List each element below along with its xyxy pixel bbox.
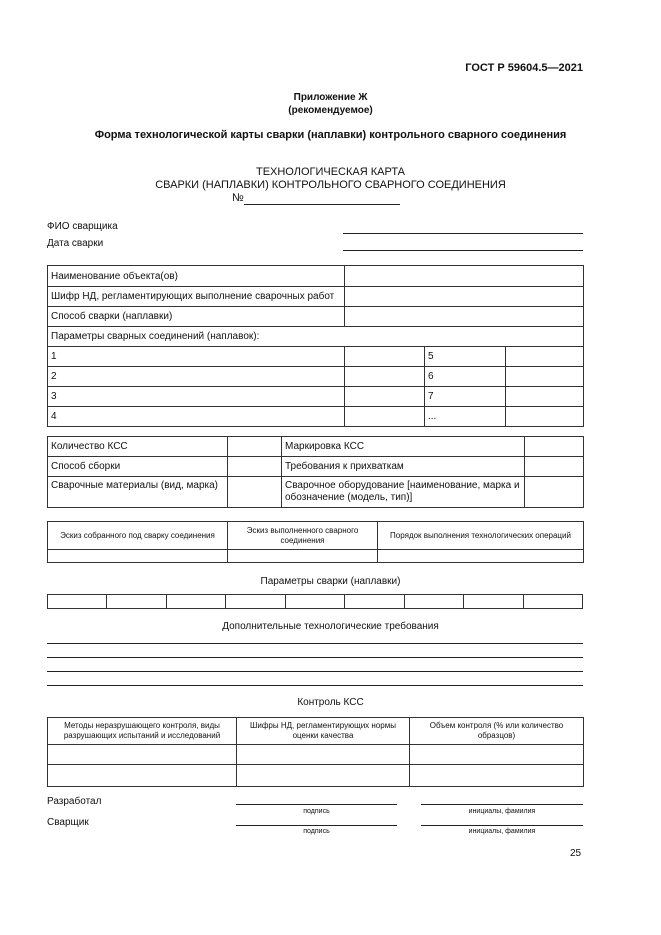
welding-param-cell [404, 595, 463, 609]
date-line [343, 250, 583, 251]
developed-signature-caption: подпись [303, 808, 330, 815]
welding-param-cell [48, 595, 107, 609]
object-name-value [345, 266, 584, 287]
sketch-table [47, 521, 584, 563]
sketch-assembled-header: Эскиз собранного под сварку соединения [48, 522, 228, 550]
welding-param-cell [226, 595, 285, 609]
date-label: Дата сварки [47, 238, 104, 249]
card-number-line [244, 204, 400, 205]
welder-label: Сварщик [47, 817, 89, 828]
welding-method-label: Способ сварки (наплавки) [48, 307, 345, 327]
appendix-subtitle: (рекомендуемое) [288, 105, 373, 116]
welding-params-table [47, 594, 583, 609]
param-row-2: 2 [48, 367, 345, 387]
object-name-label: Наименование объекта(ов) [48, 266, 345, 287]
params-header: Параметры сварных соединений (наплавок): [48, 327, 584, 347]
control-title: Контроль КСС [297, 697, 364, 708]
developed-name-caption: инициалы, фамилия [468, 808, 536, 815]
welding-param-cell [464, 595, 523, 609]
fio-line [343, 233, 583, 234]
developed-label: Разработал [47, 796, 102, 807]
welding-param-cell [107, 595, 166, 609]
page-number: 25 [570, 848, 582, 859]
welding-equipment-label: Сварочное оборудование [наименование, марка и обозначение (модель, тип)] [282, 477, 525, 508]
param-row-7: 7 [425, 387, 506, 407]
appendix-title: Приложение Ж [293, 92, 368, 103]
assembly-method-label: Способ сборки [48, 457, 228, 477]
card-number-label: № [232, 192, 244, 204]
standard-number: ГОСТ Р 59604.5—2021 [465, 62, 583, 74]
control-volume-header: Объем контроля (% или количество образцов) [410, 718, 584, 745]
kss-table [47, 436, 584, 508]
param-row-1: 1 [48, 347, 345, 367]
param-row-3: 3 [48, 387, 345, 407]
welding-method-value [345, 307, 584, 327]
object-table [47, 265, 584, 427]
fio-label: ФИО сварщика [47, 221, 118, 232]
developed-name-line [421, 804, 583, 805]
welder-name-line [421, 825, 583, 826]
card-title-line1: ТЕХНОЛОГИЧЕСКАЯ КАРТА [255, 166, 406, 178]
control-nd-header: Шифры НД, регламентирующих нормы оценки качества [237, 718, 410, 745]
welding-param-cell [285, 595, 344, 609]
form-title: Форма технологической карты сварки (наплавки) контрольного сварного соединения [94, 129, 567, 141]
developed-signature-line [236, 804, 397, 805]
additional-line [47, 685, 583, 686]
param-row-4: 4 [48, 407, 345, 427]
additional-requirements-title: Дополнительные технологические требования [222, 621, 439, 632]
additional-line [47, 643, 583, 644]
additional-line [47, 671, 583, 672]
kss-count-label: Количество КСС [48, 437, 228, 457]
welder-name-caption: инициалы, фамилия [468, 828, 536, 835]
param-row-more: ... [425, 407, 506, 427]
nd-code-label: Шифр НД, регламентирующих выполнение сварочных работ [48, 287, 345, 307]
kss-marking-label: Маркировка КСС [282, 437, 525, 457]
control-table [47, 717, 584, 787]
param-row-6: 6 [425, 367, 506, 387]
welding-param-cell [523, 595, 583, 609]
welding-param-cell [345, 595, 404, 609]
welder-signature-caption: подпись [303, 828, 330, 835]
additional-line [47, 657, 583, 658]
sketch-welded-header: Эскиз выполненного сварного соединения [228, 522, 378, 550]
welding-param-cell [166, 595, 225, 609]
nd-code-value [345, 287, 584, 307]
tack-requirements-label: Требования к прихваткам [282, 457, 525, 477]
welding-params-title: Параметры сварки (наплавки) [260, 576, 401, 587]
param-row-5: 5 [425, 347, 506, 367]
control-methods-header: Методы неразрушающего контроля, виды разрушающих испытаний и исследований [48, 718, 237, 745]
welder-signature-line [236, 825, 397, 826]
operations-order-header: Порядок выполнения технологических операций [378, 522, 584, 550]
welding-materials-label: Сварочные материалы (вид, марка) [48, 477, 228, 508]
card-title-line2: СВАРКИ (НАПЛАВКИ) КОНТРОЛЬНОГО СВАРНОГО СОЕДИНЕНИЯ [155, 179, 506, 191]
